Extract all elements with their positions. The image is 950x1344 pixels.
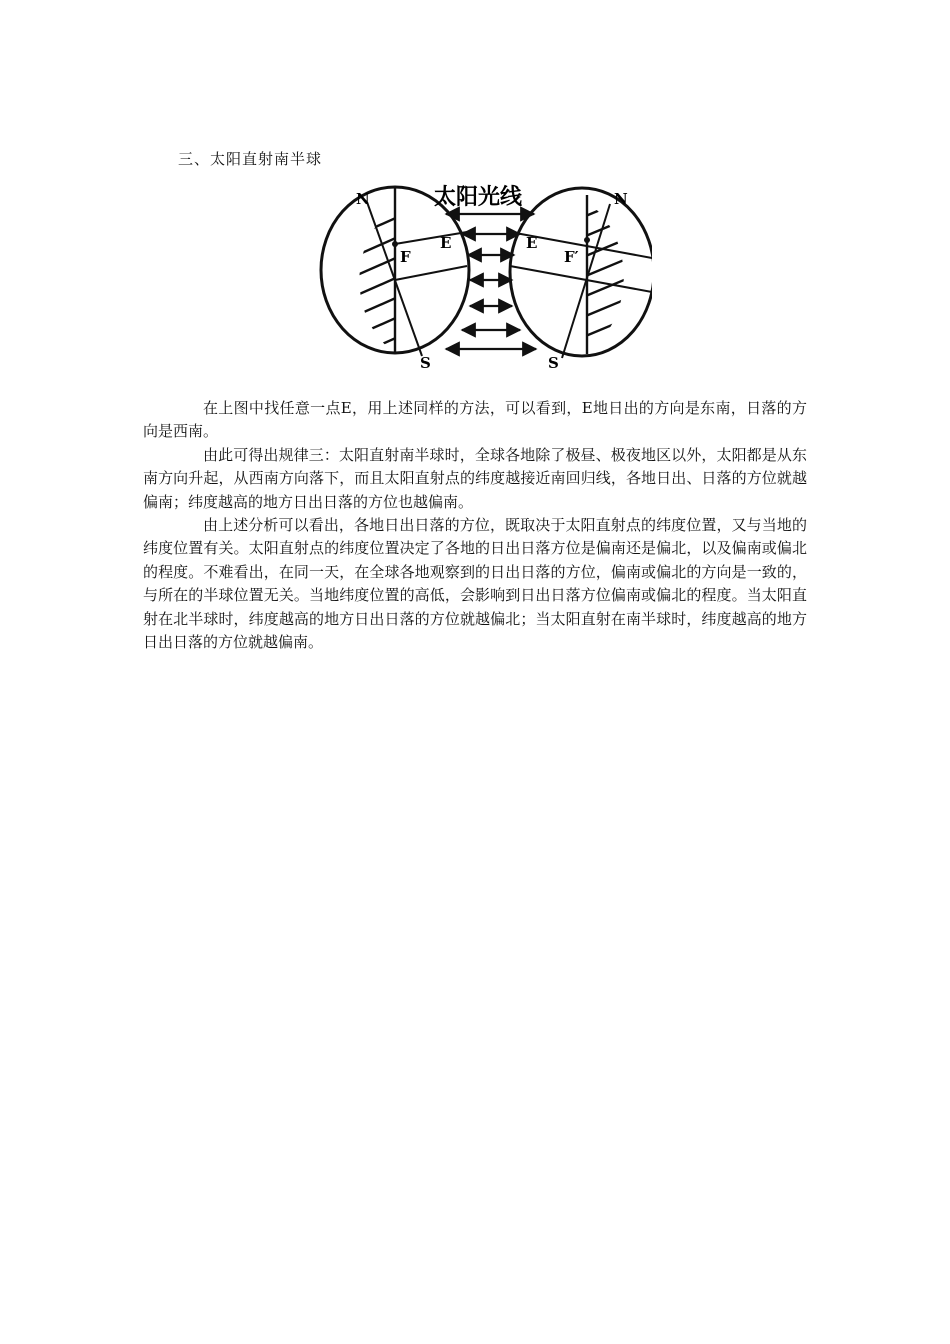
left-latitude-f bbox=[395, 266, 467, 280]
sun-rays-diagram bbox=[312, 180, 652, 376]
body-text bbox=[143, 397, 807, 654]
left-night-hatching bbox=[312, 182, 432, 375]
right-globe bbox=[510, 180, 652, 372]
right-point-f-label: F′ bbox=[564, 248, 579, 266]
sun-rays-title: 太阳光线 bbox=[434, 185, 523, 210]
left-globe bbox=[312, 182, 469, 375]
right-north-label: N bbox=[614, 190, 628, 208]
left-latitude-e bbox=[395, 232, 467, 244]
right-point-f-dot bbox=[584, 237, 590, 243]
paragraph: 由上述分析可以看出，各地日出日落的方位，既取决于太阳直射点的纬度位置，又与当地的纬度位置有关。太阳直射点的纬度位置决定了各地的日出日落方位是偏南还是偏北，以及偏南或偏北的程度。不难看出，在同一天，在全球各地观察到的日出日落的方位，偏南或偏北的方向是一致的，与所在的半球位置无关。当地纬度位置的高低，会影响到日出日落方位偏南或偏北的程度。当太阳直射在北半球时，纬度越高的地方日出日落的方位就越偏北；当太阳直射在南半球时，纬度越高的地方日出日落的方位就越偏南。 bbox=[143, 516, 807, 652]
left-north-label: N bbox=[356, 190, 370, 208]
right-latitude-f bbox=[510, 266, 652, 292]
left-point-f-label: F bbox=[400, 248, 411, 266]
left-point-e-label: E bbox=[440, 234, 452, 252]
paragraph: 由此可得出规律三：太阳直射南半球时，全球各地除了极昼、极夜地区以外，太阳都是从东南方向升起，从西南方向落下，而且太阳直射点的纬度越接近南回归线，各地日出、日落的方位就越偏南；纬度越高的地方日出日落的方位也越偏南。 bbox=[143, 445, 807, 511]
section-heading: 三、太阳直射南半球 bbox=[178, 150, 323, 168]
right-south-label: S bbox=[548, 354, 559, 372]
diagram-svg bbox=[312, 180, 652, 376]
paragraph: 在上图中找任意一点E，用上述同样的方法，可以看到，E地日出的方向是东南，日落的方向是西南。 bbox=[143, 399, 807, 441]
left-point-f-dot bbox=[392, 241, 398, 247]
left-south-label: S bbox=[420, 354, 431, 372]
right-point-e-label: E bbox=[526, 234, 538, 252]
